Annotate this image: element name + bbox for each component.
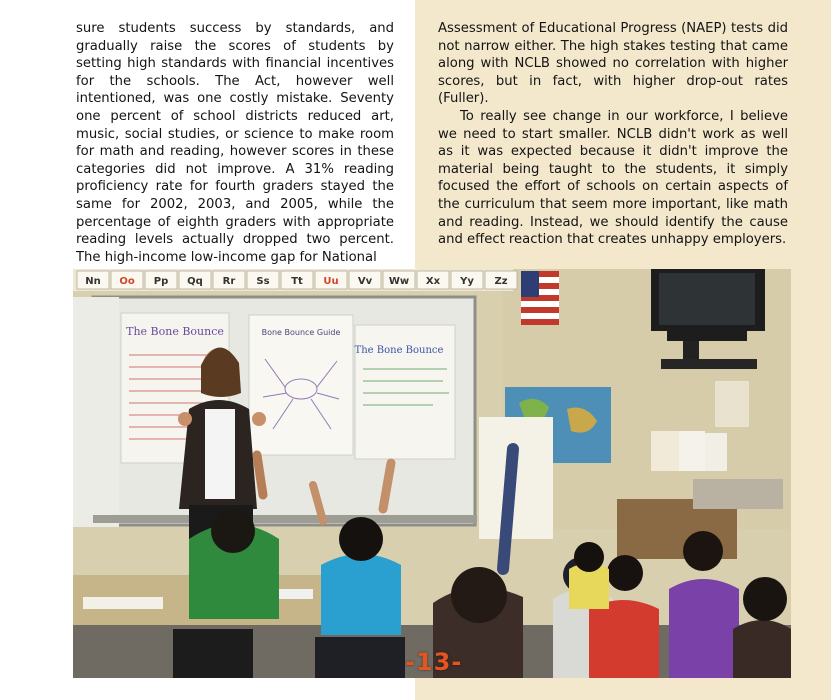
- poster-title-3: Bone Bounce Guide: [261, 328, 341, 337]
- alphabet-letter: Vv: [357, 276, 373, 287]
- flag: [521, 271, 559, 325]
- poster-title-2: The Bone Bounce: [354, 345, 444, 356]
- alphabet-letter: Qq: [187, 276, 203, 287]
- alphabet-letter: Ww: [388, 276, 410, 287]
- poster-title-1: The Bone Bounce: [126, 325, 224, 338]
- alphabet-letter: Yy: [460, 276, 474, 287]
- alphabet-letter: Ss: [256, 276, 270, 287]
- alphabet-letter: Rr: [222, 276, 236, 287]
- alphabet-letter: Zz: [494, 276, 508, 287]
- right-column-paragraph-2: To really see change in our workforce, I believe we need to start smaller. NCLB didn't work as well as it was expected because it didn't improve the material being taught to the students, it simply focused the effort of schools on certain aspects of the curriculum that seem more important, like math and reading. Instead, we should identify the cause and effect reaction that creates unhappy employers.: [438, 108, 788, 248]
- page-number: -13-: [405, 648, 463, 676]
- alphabet-letter: Xx: [425, 276, 441, 287]
- alphabet-letter: Oo: [119, 276, 135, 287]
- right-text-column: [438, 20, 788, 249]
- left-column-paragraph: sure students success by standards, and gradually raise the scores of students by setting high standards with financial incentives for the schools. The Act, however well intentioned, was one costly mistake. Seventy one percent of school districts reduced art, music, social studies, or science to make room for math and reading, however scores in these categories did not improve. A 31% reading proficiency rate for fourth graders stayed the same for 2002, 2003, and 2005, while the percentage of eighth graders with appropriate reading levels actually dropped two percent. The high-income low-income gap for National: [76, 21, 394, 265]
- alphabet-letter: Uu: [323, 276, 339, 287]
- alphabet-letter: Tt: [291, 276, 303, 287]
- left-text-column: [76, 20, 394, 266]
- right-column-paragraph-1: Assessment of Educational Progress (NAEP) tests did not narrow either. The high stakes testing that came along with NCLB showed no correlation with higher scores, but in fact, with higher drop-out rates (Fuller).: [438, 21, 788, 107]
- alphabet-strip: [77, 271, 517, 289]
- alphabet-letter: Pp: [153, 276, 169, 287]
- classroom-photo: [73, 269, 791, 678]
- alphabet-letter: Nn: [85, 276, 101, 287]
